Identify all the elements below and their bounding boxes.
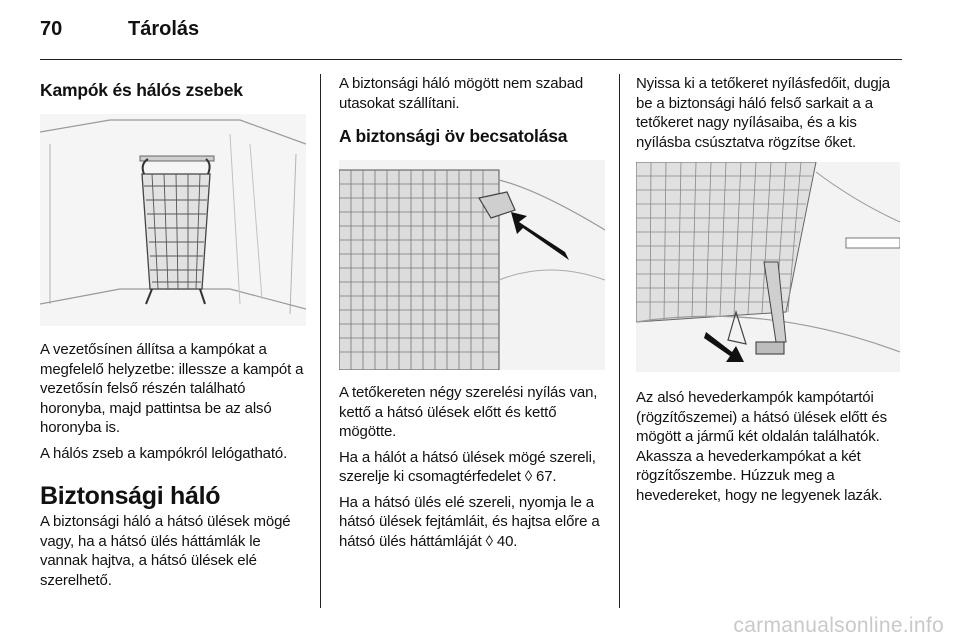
figure-safety-net-roof-mount <box>339 160 605 370</box>
heading-hooks-and-net-pockets: Kampók és hálós zsebek <box>40 80 243 100</box>
figure-lower-strap-hooks <box>636 162 900 372</box>
paragraph-behind-rear-seats: Ha a hálót a hátsó ülések mögé szereli, szerelje ki csomagtérfedelet ◊ 67. <box>339 448 596 485</box>
paragraph-no-passengers: A biztonsági háló mögött nem szabad utasokat szállítani. <box>339 75 584 112</box>
heading-safety-net: Biztonsági háló <box>40 482 221 510</box>
paragraph-in-front-of-rear-seats: Ha a hátsó ülés elé szereli, nyomja le a hátsó ülések fejtámláit, és hajtsa előre a hátsó ülés háttámláját ◊ 40. <box>339 493 600 550</box>
paragraph-four-mounting-holes: A tetőkereten négy szerelési nyílás van, kettő a hátsó ülések előtt és kettő mögötte. <box>339 384 598 440</box>
paragraph-strap-hooks: Az alsó hevederkampók kampótartói (rögzítőszemei) a hátsó ülések előtt és mögött a jármű két oldalán találhatók. Akassza a hevederkampókat a két rögzítőszembe. Húzzuk meg a hevedereket, hogy ne legyenek lazák. <box>636 389 887 504</box>
column-divider-2 <box>619 74 620 608</box>
header-divider <box>40 59 902 60</box>
figure-net-pocket-illustration <box>40 114 306 326</box>
column-3 <box>636 74 902 505</box>
chapter-title: Tárolás <box>128 18 200 40</box>
column-2 <box>339 74 605 551</box>
heading-belt-fastening: A biztonsági öv becsatolása <box>339 126 568 146</box>
paragraph-safety-net-placement: A biztonsági háló a hátsó ülések mögé vagy, ha a hátsó ülés háttámlák le vannak hajtva, a hátsó ülések elé szerelhető. <box>40 513 291 589</box>
paragraph-insert-net-corners: Nyissa ki a tetőkeret nyílásfedőit, dugja be a biztonsági háló felső sarkait a a tetőkeret nagy nyílásaiba, és a kis nyílásba csúsztatva rögzítse őket. <box>636 75 890 151</box>
paragraph-net-pocket-hanging: A hálós zseb a kampókról lelógatható. <box>40 444 288 462</box>
watermark-text: carmanualsonline.info <box>733 614 944 637</box>
paragraph-hook-adjustment: A vezetősínen állítsa a kampókat a megfelelő helyzetbe: illessze a kampót a vezetősín felső részén található horonyba, majd pattintsa be az alsó horonyba is. <box>40 341 304 436</box>
page-number: 70 <box>40 18 63 40</box>
page-header <box>40 18 900 58</box>
column-divider-1 <box>320 74 321 608</box>
column-1 <box>40 74 306 590</box>
